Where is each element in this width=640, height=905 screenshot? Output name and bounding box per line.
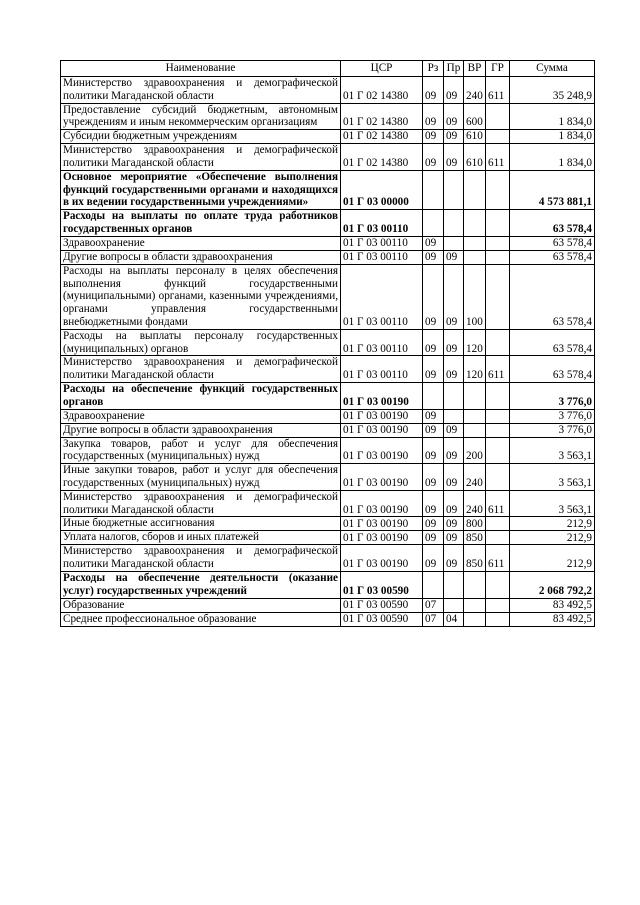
cell-name: Предоставление субсидий бюджетным, автономным учреждениям и иным некоммерческим организациям [61,103,341,130]
table-row [61,382,595,409]
cell-sum: 3 563,1 [510,490,595,517]
cell-pr: 09 [444,130,464,144]
cell-csr: 01 Г 03 00000 [341,170,423,209]
cell-name: Министерство здравоохранения и демографической политики Магаданской области [61,77,341,104]
header-rz: Рз [423,61,444,77]
cell-vr [464,612,486,626]
cell-sum: 1 834,0 [510,144,595,171]
cell-vr: 600 [464,103,486,130]
cell-name: Здравоохранение [61,409,341,423]
cell-csr: 01 Г 03 00190 [341,464,423,491]
cell-vr: 610 [464,130,486,144]
cell-gr [486,531,510,545]
cell-pr [444,236,464,250]
cell-vr [464,382,486,409]
header-pr: Пр [444,61,464,77]
cell-pr [444,598,464,612]
cell-rz: 09 [423,409,444,423]
header-name: Наименование [61,61,341,77]
cell-csr: 01 Г 03 00110 [341,236,423,250]
cell-csr: 01 Г 03 00190 [341,437,423,464]
cell-gr: 611 [486,144,510,171]
table-row [61,329,595,356]
cell-csr: 01 Г 02 14380 [341,77,423,104]
cell-vr [464,423,486,437]
table-row [61,571,595,598]
cell-sum: 63 578,4 [510,264,595,329]
cell-name: Иные бюджетные ассигнования [61,517,341,531]
cell-rz: 09 [423,545,444,572]
cell-name: Расходы на выплаты персоналу в целях обеспечения выполнения функций государственными (муниципальными) органами, казенными учреждениями, органами управления государственными внебюджетными фондами [61,264,341,329]
budget-table [60,60,595,627]
cell-sum: 212,9 [510,531,595,545]
cell-gr [486,170,510,209]
cell-sum: 212,9 [510,545,595,572]
cell-vr: 610 [464,144,486,171]
cell-name: Министерство здравоохранения и демографической политики Магаданской области [61,490,341,517]
cell-gr [486,437,510,464]
cell-gr [486,264,510,329]
cell-pr: 09 [444,437,464,464]
cell-pr: 09 [444,423,464,437]
table-row [61,236,595,250]
cell-gr [486,598,510,612]
cell-sum: 1 834,0 [510,130,595,144]
cell-pr [444,170,464,209]
cell-csr: 01 Г 03 00110 [341,264,423,329]
cell-vr: 850 [464,531,486,545]
cell-rz: 09 [423,490,444,517]
cell-sum: 4 573 881,1 [510,170,595,209]
cell-gr [486,329,510,356]
cell-pr: 09 [444,103,464,130]
cell-csr: 01 Г 03 00590 [341,571,423,598]
cell-name: Министерство здравоохранения и демографической политики Магаданской области [61,545,341,572]
cell-name: Расходы на выплаты по оплате труда работников государственных органов [61,210,341,237]
table-row [61,170,595,209]
cell-gr [486,409,510,423]
cell-gr [486,236,510,250]
table-row [61,103,595,130]
cell-rz: 09 [423,531,444,545]
table-row [61,144,595,171]
cell-gr [486,612,510,626]
cell-gr [486,517,510,531]
cell-csr: 01 Г 03 00590 [341,612,423,626]
cell-csr: 01 Г 03 00590 [341,598,423,612]
cell-rz: 09 [423,144,444,171]
cell-pr: 09 [444,77,464,104]
cell-pr [444,571,464,598]
cell-rz: 09 [423,236,444,250]
cell-pr: 04 [444,612,464,626]
cell-gr [486,423,510,437]
cell-gr [486,130,510,144]
cell-sum: 63 578,4 [510,210,595,237]
cell-sum: 2 068 792,2 [510,571,595,598]
cell-name: Иные закупки товаров, работ и услуг для обеспечения государственных (муниципальных) нужд [61,464,341,491]
cell-vr: 100 [464,264,486,329]
cell-gr: 611 [486,545,510,572]
cell-name: Закупка товаров, работ и услуг для обеспечения государственных (муниципальных) нужд [61,437,341,464]
table-row [61,77,595,104]
cell-csr: 01 Г 03 00190 [341,531,423,545]
table-row [61,423,595,437]
cell-rz: 09 [423,103,444,130]
cell-rz: 07 [423,612,444,626]
cell-rz: 09 [423,329,444,356]
cell-gr [486,382,510,409]
cell-rz: 09 [423,437,444,464]
table-row [61,264,595,329]
cell-vr [464,210,486,237]
header-vr: ВР [464,61,486,77]
cell-vr [464,170,486,209]
cell-rz: 09 [423,264,444,329]
cell-name: Министерство здравоохранения и демографической политики Магаданской области [61,356,341,383]
cell-name: Расходы на обеспечение деятельности (оказание услуг) государственных учреждений [61,571,341,598]
cell-vr: 800 [464,517,486,531]
table-row [61,250,595,264]
cell-sum: 3 776,0 [510,423,595,437]
cell-csr: 01 Г 03 00190 [341,423,423,437]
cell-rz [423,571,444,598]
cell-rz: 09 [423,423,444,437]
cell-pr: 09 [444,464,464,491]
cell-csr: 01 Г 03 00190 [341,490,423,517]
cell-pr [444,382,464,409]
table-row [61,130,595,144]
cell-gr: 611 [486,356,510,383]
cell-csr: 01 Г 03 00190 [341,409,423,423]
cell-vr: 120 [464,356,486,383]
cell-sum: 63 578,4 [510,329,595,356]
cell-gr: 611 [486,77,510,104]
cell-gr [486,250,510,264]
cell-pr: 09 [444,250,464,264]
cell-gr [486,210,510,237]
cell-csr: 01 Г 03 00110 [341,210,423,237]
cell-rz: 07 [423,598,444,612]
cell-pr: 09 [444,545,464,572]
cell-gr [486,103,510,130]
cell-vr: 120 [464,329,486,356]
cell-csr: 01 Г 02 14380 [341,103,423,130]
cell-pr [444,210,464,237]
cell-csr: 01 Г 03 00110 [341,356,423,383]
cell-csr: 01 Г 03 00190 [341,517,423,531]
cell-name: Расходы на выплаты персоналу государственных (муниципальных) органов [61,329,341,356]
cell-csr: 01 Г 03 00110 [341,329,423,356]
cell-pr: 09 [444,490,464,517]
cell-name: Другие вопросы в области здравоохранения [61,250,341,264]
cell-name: Здравоохранение [61,236,341,250]
cell-sum: 35 248,9 [510,77,595,104]
cell-pr: 09 [444,144,464,171]
cell-name: Уплата налогов, сборов и иных платежей [61,531,341,545]
cell-gr [486,464,510,491]
cell-sum: 3 563,1 [510,437,595,464]
table-row [61,437,595,464]
cell-name: Министерство здравоохранения и демографической политики Магаданской области [61,144,341,171]
cell-name: Субсидии бюджетным учреждениям [61,130,341,144]
cell-vr [464,571,486,598]
cell-vr: 240 [464,77,486,104]
cell-rz: 09 [423,77,444,104]
cell-vr [464,236,486,250]
cell-name: Расходы на обеспечение функций государственных органов [61,382,341,409]
cell-rz: 09 [423,356,444,383]
table-row [61,598,595,612]
cell-pr [444,409,464,423]
cell-sum: 3 776,0 [510,409,595,423]
table-row [61,356,595,383]
cell-name: Образование [61,598,341,612]
table-row [61,531,595,545]
cell-name: Другие вопросы в области здравоохранения [61,423,341,437]
cell-sum: 63 578,4 [510,250,595,264]
table-row [61,612,595,626]
cell-csr: 01 Г 02 14380 [341,130,423,144]
cell-gr: 611 [486,490,510,517]
cell-sum: 212,9 [510,517,595,531]
cell-sum: 63 578,4 [510,356,595,383]
cell-sum: 83 492,5 [510,598,595,612]
cell-gr [486,571,510,598]
cell-vr [464,598,486,612]
table-row [61,464,595,491]
header-gr: ГР [486,61,510,77]
cell-sum: 63 578,4 [510,236,595,250]
cell-name: Основное мероприятие «Обеспечение выполнения функций государственными органами и находящихся в их ведении государственными учреждениями» [61,170,341,209]
table-row [61,409,595,423]
cell-csr: 01 Г 03 00110 [341,250,423,264]
cell-rz: 09 [423,130,444,144]
header-sum: Сумма [510,61,595,77]
cell-vr: 850 [464,545,486,572]
cell-rz: 09 [423,464,444,491]
cell-csr: 01 Г 03 00190 [341,382,423,409]
header-csr: ЦСР [341,61,423,77]
cell-pr: 09 [444,264,464,329]
table-row [61,517,595,531]
cell-rz [423,382,444,409]
table-row [61,490,595,517]
cell-csr: 01 Г 02 14380 [341,144,423,171]
cell-sum: 83 492,5 [510,612,595,626]
cell-rz: 09 [423,517,444,531]
table-row [61,210,595,237]
cell-sum: 1 834,0 [510,103,595,130]
cell-pr: 09 [444,356,464,383]
table-body [61,77,595,627]
cell-name: Среднее профессиональное образование [61,612,341,626]
cell-sum: 3 563,1 [510,464,595,491]
cell-pr: 09 [444,329,464,356]
table-row [61,545,595,572]
cell-vr: 240 [464,464,486,491]
cell-rz [423,210,444,237]
cell-rz [423,170,444,209]
cell-pr: 09 [444,531,464,545]
cell-pr: 09 [444,517,464,531]
cell-vr: 240 [464,490,486,517]
cell-csr: 01 Г 03 00190 [341,545,423,572]
table-header-row [61,61,595,77]
cell-sum: 3 776,0 [510,382,595,409]
cell-vr [464,250,486,264]
cell-rz: 09 [423,250,444,264]
cell-vr [464,409,486,423]
cell-vr: 200 [464,437,486,464]
